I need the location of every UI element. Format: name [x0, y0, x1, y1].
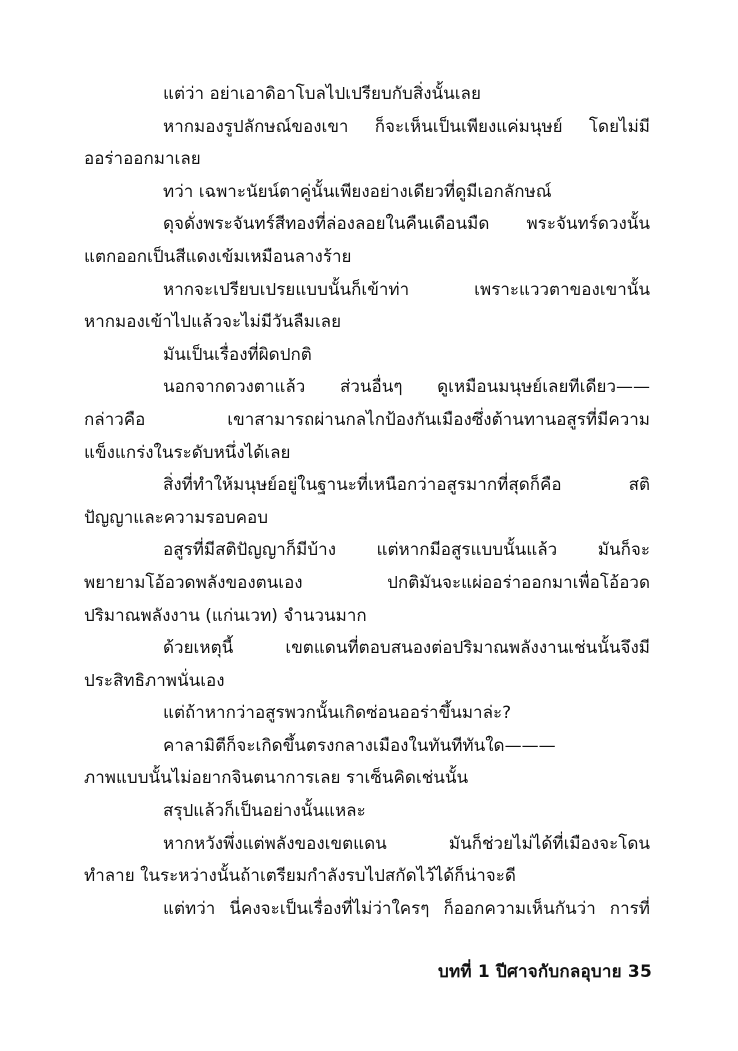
text-line: ปริมาณพลังงาน (แก่นเวท) จำนวนมาก — [84, 605, 367, 626]
paragraph — [84, 697, 650, 730]
text-line: แตกออกเป็นสีแดงเข้มเหมือนลางร้าย — [84, 246, 352, 267]
text-line: หากมองรูปลักษณ์ของเขา ก็จะเห็นเป็นเพียงแค่มนุษย์ โดยไม่มี — [163, 116, 650, 137]
text-line: หากมองเข้าไปแล้วจะไม่มีวันลืมเลย — [84, 312, 342, 333]
text-line: หากจะเปรียบเปรยแบบนั้นก็เข้าท่า เพราะแววตาของเขานั้น — [163, 279, 650, 300]
text-line: ทว่า เฉพาะนัยน์ตาคู่นั้นเพียงอย่างเดียวที่ดูมีเอกลักษณ์ — [163, 181, 552, 202]
paragraph — [84, 371, 650, 469]
paragraph — [84, 730, 650, 795]
paragraph — [84, 795, 650, 828]
text-line: ออร่าออกมาเลย — [84, 149, 201, 170]
text-line: สรุปแล้วก็เป็นอย่างนั้นแหละ — [163, 801, 366, 822]
text-line: แต่ว่า อย่าเอาดิอาโบลไปเปรียบกับสิ่งนั้นเลย — [163, 84, 481, 104]
paragraph — [84, 111, 650, 176]
text-line: ดุจดั่งพระจันทร์สีทองที่ล่องลอยในคืนเดือนมืด พระจันทร์ดวงนั้น — [163, 214, 650, 235]
paragraph — [84, 208, 650, 273]
text-line: กล่าวคือ เขาสามารถผ่านกลไกป้องกันเมืองซึ่งต้านทานอสูรที่มีความ — [84, 409, 650, 430]
text-line: ด้วยเหตุนี้ เขตแดนที่ตอบสนองต่อปริมาณพลังงานเช่นนั้นจึงมี — [163, 638, 650, 659]
text-line: แต่ถ้าหากว่าอสูรพวกนั้นเกิดซ่อนออร่าขึ้นมาล่ะ? — [163, 703, 512, 724]
text-line: ภาพแบบนั้นไม่อยากจินตนาการเลย ราเซ็นคิดเช่นนั้น — [84, 768, 469, 789]
text-line: แต่ทว่า นี่คงจะเป็นเรื่องที่ไม่ว่าใครๆ ก็ออกความเห็นกันว่า การที่ — [163, 898, 650, 919]
paragraph — [84, 828, 650, 893]
text-line: สิ่งที่ทำให้มนุษย์อยู่ในฐานะที่เหนือกว่าอสูรมากที่สุดก็คือ สติ — [163, 475, 650, 496]
text-line: อสูรที่มีสติปัญญาก็มีบ้าง แต่หากมีอสูรแบบนั้นแล้ว มันก็จะ — [163, 540, 650, 561]
paragraph — [84, 176, 650, 209]
paragraph — [84, 893, 650, 926]
paragraph — [84, 78, 650, 111]
text-line: พยายามโอ้อวดพลังของตนเอง ปกติมันจะแผ่ออร่าออกมาเพื่อโอ้อวด — [84, 572, 650, 593]
paragraph — [84, 274, 650, 339]
running-head-footer: บทที่ 1 ปีศาจกับกลอุบาย 35 — [437, 962, 652, 982]
text-line: ประสิทธิภาพนั่นเอง — [84, 670, 225, 691]
paragraph — [84, 534, 650, 632]
text-line: นอกจากดวงตาแล้ว ส่วนอื่นๆ ดูเหมือนมนุษย์เลยทีเดียว—— — [163, 377, 650, 398]
paragraph — [84, 632, 650, 697]
text-line: แข็งแกร่งในระดับหนึ่งได้เลย — [84, 442, 291, 463]
paragraph — [84, 469, 650, 534]
body-text — [84, 78, 650, 925]
paragraph — [84, 339, 650, 372]
text-line: คาลามิตีก็จะเกิดขึ้นตรงกลางเมืองในทันทีทันใด——— — [163, 735, 556, 756]
text-line: ปัญญาและความรอบคอบ — [84, 507, 268, 528]
text-line: หากหวังพึ่งแต่พลังของเขตแดน มันก็ช่วยไม่ได้ที่เมืองจะโดน — [163, 833, 650, 854]
text-line: ทำลาย ในระหว่างนั้นถ้าเตรียมกำลังรบไปสกัดไว้ได้ก็น่าจะดี — [84, 866, 516, 887]
text-line: มันเป็นเรื่องที่ผิดปกติ — [163, 344, 312, 365]
